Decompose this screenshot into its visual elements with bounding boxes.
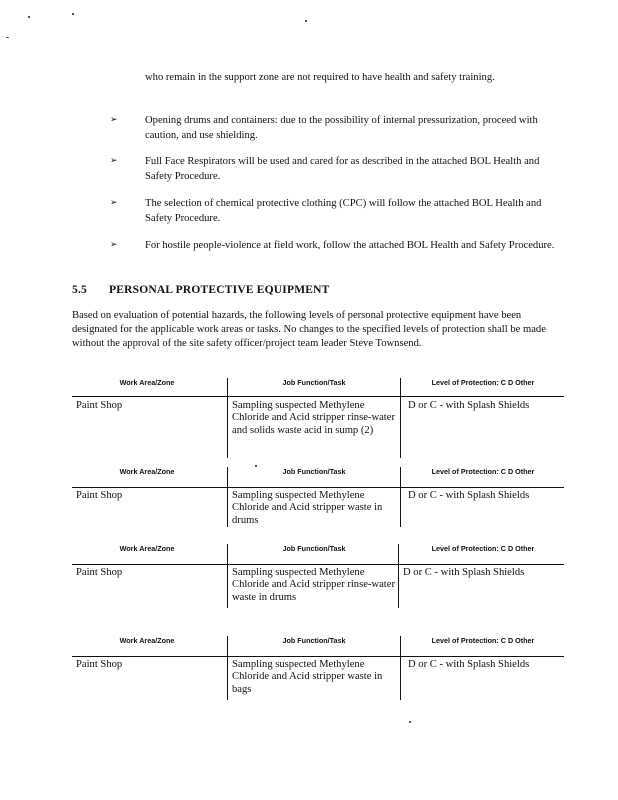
- section-number: 5.5: [72, 284, 87, 296]
- cell-job-function: Sampling suspected Methylene Chloride and Acid stripper waste in bags: [232, 659, 383, 695]
- scan-speck: [305, 20, 307, 22]
- cell-work-area: Paint Shop: [76, 567, 123, 578]
- header-rule: [72, 396, 564, 397]
- ppe-table: [72, 378, 562, 460]
- cell-work-area: Paint Shop: [76, 659, 123, 670]
- cell-level: D or C - with Splash Shields: [403, 567, 525, 578]
- bullet-text: Opening drums and containers: due to the possibility of internal pressurization, proceed with caution, and use shielding.: [145, 115, 538, 141]
- header-level-of-protection: Level of Protection: C D Other: [431, 378, 535, 387]
- intro-paragraph: Based on evaluation of potential hazards, the following levels of personal protective equipment have been designated for the applicable work areas or tasks. No changes to the specified levels of protection shall be made without the approval of the site safety officer/project team leader Steve Townsend.: [72, 310, 546, 349]
- cell-job-function: Sampling suspected Methylene Chloride and Acid stripper waste in drums: [232, 490, 383, 526]
- header-level-of-protection: Level of Protection: C D Other: [431, 636, 535, 645]
- cell-level: D or C - with Splash Shields: [408, 659, 530, 670]
- header-level-of-protection: Level of Protection: C D Other: [431, 467, 535, 476]
- header-work-area: Work Area/Zone: [119, 636, 175, 645]
- cell-work-area: Paint Shop: [76, 490, 123, 501]
- header-job-function: Job Function/Task: [282, 467, 346, 476]
- header-level-of-protection: Level of Protection: C D Other: [431, 544, 535, 553]
- scan-speck: [6, 37, 9, 38]
- column-divider: [227, 544, 228, 608]
- arrow-bullet-icon: ➢: [110, 115, 118, 125]
- header-rule: [72, 564, 564, 565]
- column-divider: [227, 378, 228, 458]
- header-work-area: Work Area/Zone: [119, 378, 175, 387]
- arrow-bullet-icon: ➢: [110, 198, 118, 208]
- cell-job-function: Sampling suspected Methylene Chloride and Acid stripper rinse-water and solids waste acid in sump (2): [232, 400, 395, 436]
- header-rule: [72, 656, 564, 657]
- bullet-text: Full Face Respirators will be used and cared for as described in the attached BOL Health and Safety Procedure.: [145, 156, 540, 182]
- cell-level: D or C - with Splash Shields: [408, 400, 530, 411]
- scan-speck: [28, 16, 30, 18]
- cell-job-function: Sampling suspected Methylene Chloride and Acid stripper rinse-water waste in drums: [232, 567, 395, 603]
- arrow-bullet-icon: ➢: [110, 156, 118, 166]
- bullet-text: The selection of chemical protective clothing (CPC) will follow the attached BOL Health and Safety Procedure.: [145, 198, 542, 224]
- section-title: PERSONAL PROTECTIVE EQUIPMENT: [109, 284, 330, 296]
- column-divider: [227, 467, 228, 527]
- scan-speck: [72, 13, 74, 15]
- ppe-table: [72, 544, 562, 610]
- bullet-text: For hostile people-violence at field work, follow the attached BOL Health and Safety Procedure.: [145, 240, 555, 251]
- column-divider: [227, 636, 228, 700]
- ppe-table: [72, 467, 562, 529]
- header-job-function: Job Function/Task: [282, 378, 346, 387]
- header-rule: [72, 487, 564, 488]
- header-job-function: Job Function/Task: [282, 636, 346, 645]
- scan-speck: [409, 721, 411, 723]
- arrow-bullet-icon: ➢: [110, 240, 118, 250]
- continuation-paragraph: who remain in the support zone are not required to have health and safety training.: [145, 72, 495, 83]
- header-work-area: Work Area/Zone: [119, 544, 175, 553]
- header-work-area: Work Area/Zone: [119, 467, 175, 476]
- ppe-table: [72, 636, 562, 702]
- cell-level: D or C - with Splash Shields: [408, 490, 530, 501]
- cell-work-area: Paint Shop: [76, 400, 123, 411]
- header-job-function: Job Function/Task: [282, 544, 346, 553]
